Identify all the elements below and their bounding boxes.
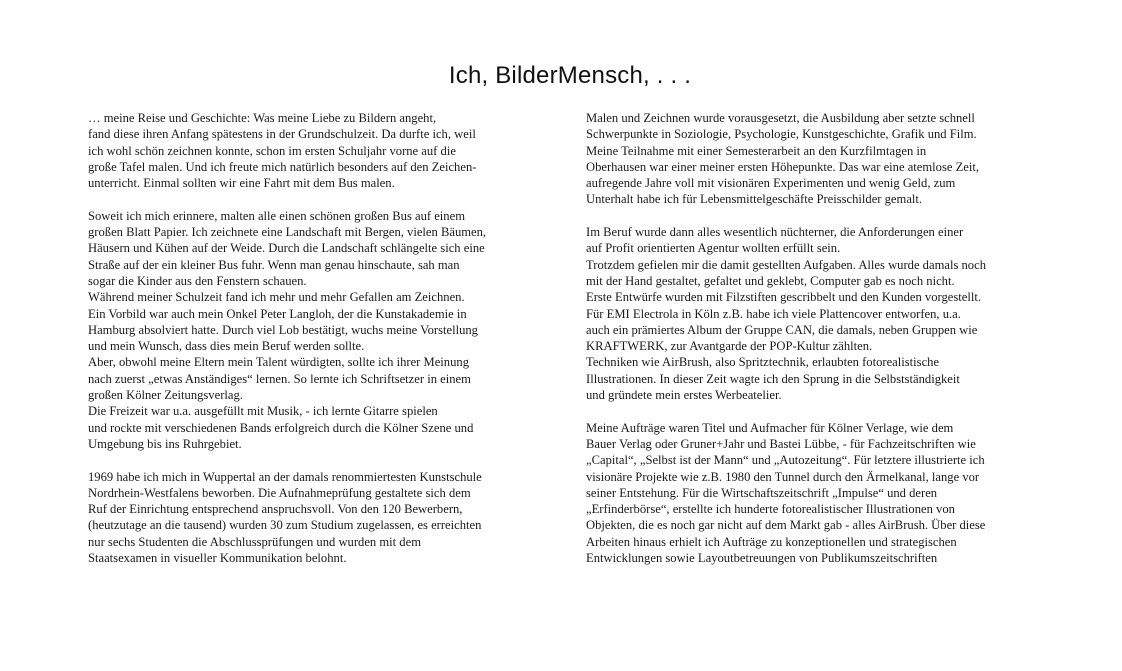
text-line: Soweit ich mich erinnere, malten alle einen schönen großen Bus auf einem [88, 208, 465, 223]
paragraph [88, 110, 568, 191]
paragraph [586, 224, 1066, 403]
right-text-column [586, 110, 1066, 566]
text-line: Entwicklungen sowie Layoutbetreuungen von Publikumszeitschriften [586, 551, 938, 566]
text-line: Objekten, die es noch gar nicht auf dem Markt gab - alles AirBrush. Über diese [586, 518, 986, 533]
text-line: Schwerpunkte in Soziologie, Psychologie, Kunstgeschichte, Grafik und Film. [586, 127, 977, 142]
text-line: Illustrationen. In dieser Zeit wagte ich den Sprung in die Selbstständigkeit [586, 371, 960, 386]
text-line: auf Profit orientierten Agentur wollten erfüllt sein. [586, 241, 841, 256]
text-line: KRAFTWERK, zur Avantgarde der POP-Kultur zählten. [586, 339, 873, 354]
text-line: großen Kölner Zeitungsverlag. [88, 388, 243, 403]
text-line: große Tafel malen. Und ich freute mich natürlich besonders auf den Zeichen- [88, 159, 477, 174]
paragraph [88, 469, 568, 567]
text-line: Umgebung bis ins Ruhrgebiet. [88, 436, 242, 451]
text-line: aufregende Jahre voll mit visionären Experimenten und wenig Geld, zum [586, 176, 956, 191]
text-line: Arbeiten hinaus erhielt ich Aufträge zu konzeptionellen und strategischen [586, 534, 957, 549]
text-line: Während meiner Schulzeit fand ich mehr und mehr Gefallen am Zeichnen. [88, 290, 465, 305]
text-line: Für EMI Electrola in Köln z.B. habe ich viele Plattencover entworfen, u.a. [586, 306, 961, 321]
text-line: Bauer Verlag oder Gruner+Jahr und Bastei Lübbe, - für Fachzeitschriften wie [586, 436, 976, 451]
text-line: „Erfinderbörse“, erstellte ich hunderte fotorealistischer Illustrationen von [586, 502, 955, 517]
text-line: nur sechs Studenten die Abschlussprüfungen und wurden mit dem [88, 534, 421, 549]
text-line: Meine Aufträge waren Titel und Aufmacher für Kölner Verlage, wie dem [586, 420, 954, 435]
text-line: ich wohl schön zeichnen konnte, schon im ersten Schuljahr vorne auf die [88, 143, 456, 158]
text-line: Erste Entwürfe wurden mit Filzstiften gescribbelt und den Kunden vorgestellt. [586, 290, 981, 305]
text-line: „Capital“, „Selbst ist der Mann“ und „Autozeitung“. Für letztere illustrierte ich [586, 453, 985, 468]
text-line: und mein Wunsch, dass dies mein Beruf werden sollte. [88, 339, 365, 354]
text-line: Malen und Zeichnen wurde vorausgesetzt, die Ausbildung aber setzte schnell [586, 111, 975, 125]
text-line: und gründete mein erstes Werbeatelier. [586, 388, 782, 403]
paragraph [586, 420, 1066, 567]
text-line: mit der Hand gestaltet, gefaltet und geklebt, Computer gab es noch nicht. [586, 273, 955, 288]
paragraph [586, 110, 1066, 208]
text-line: … meine Reise und Geschichte: Was meine Liebe zu Bildern angeht, [88, 111, 437, 125]
text-line: großen Blatt Papier. Ich zeichnete eine Landschaft mit Bergen, vielen Bäumen, [88, 225, 487, 240]
text-line: seiner Entstehung. Für die Wirtschaftszeitschrift „Impulse“ und deren [586, 485, 938, 500]
text-line: sogar die Kinder aus den Fenstern schauen. [88, 273, 307, 288]
text-line: visionäre Projekte wie z.B. 1980 den Tunnel durch den Ärmelkanal, lange vor [586, 469, 980, 484]
text-line: Oberhausen war einer meiner ersten Höhepunkte. Das war eine atemlose Zeit, [586, 159, 980, 174]
text-line: Nordrhein-Westfalens beworben. Die Aufnahmeprüfung gestaltete sich dem [88, 485, 471, 500]
text-line: Techniken wie AirBrush, also Spritztechnik, erlaubten fotorealistische [586, 355, 940, 370]
text-line: Straße auf der ein kleiner Bus fuhr. Wenn man genau hinschaute, sah man [88, 257, 460, 272]
text-line: fand diese ihren Anfang spätestens in der Grundschulzeit. Da durfte ich, weil [88, 127, 476, 142]
text-line: 1969 habe ich mich in Wuppertal an der damals renommiertesten Kunstschule [88, 469, 482, 484]
text-line: nach zuerst „etwas Anständiges“ lernen. So lernte ich Schriftsetzer in einem [88, 371, 471, 386]
paragraph [88, 208, 568, 452]
text-line: Meine Teilnahme mit einer Semesterarbeit an den Kurzfilmtagen in [586, 143, 927, 158]
text-line: unterricht. Einmal sollten wir eine Fahrt mit dem Bus malen. [88, 176, 395, 191]
text-line: Im Beruf wurde dann alles wesentlich nüchterner, die Anforderungen einer [586, 225, 964, 240]
text-line: Unterhalt habe ich für Lebensmittelgeschäfte Preisschilder gemalt. [586, 192, 923, 207]
text-line: auch ein prämiertes Album der Gruppe CAN, die damals, neben Gruppen wie [586, 322, 978, 337]
text-line: (heutzutage an die tausend) wurden 30 zum Studium zugelassen, es erreichten [88, 518, 482, 533]
text-line: Staatsexamen in visueller Kommunikation belohnt. [88, 551, 347, 566]
left-text-column [88, 110, 568, 566]
text-line: Ein Vorbild war auch mein Onkel Peter Langloh, der die Kunstakademie in [88, 306, 467, 321]
text-line: Trotzdem gefielen mir die damit gestellten Aufgaben. Alles wurde damals noch [586, 257, 986, 272]
text-line: Häusern und Kühen auf der Weide. Durch die Landschaft schlängelte sich eine [88, 241, 485, 256]
text-line: Aber, obwohl meine Eltern mein Talent würdigten, sollte ich ihrer Meinung [88, 355, 469, 370]
text-line: und rockte mit verschiedenen Bands erfolgreich durch die Kölner Szene und [88, 420, 474, 435]
page-title: Ich, BilderMensch, . . . [448, 62, 692, 89]
text-line: Die Freizeit war u.a. ausgefüllt mit Musik, - ich lernte Gitarre spielen [88, 404, 438, 419]
text-line: Ruf der Einrichtung entsprechend anspruchsvoll. Von den 120 Bewerbern, [88, 502, 463, 517]
text-line: Hamburg absolviert hatte. Durch viel Lob bestätigt, wuchs meine Vorstellung [88, 322, 478, 337]
